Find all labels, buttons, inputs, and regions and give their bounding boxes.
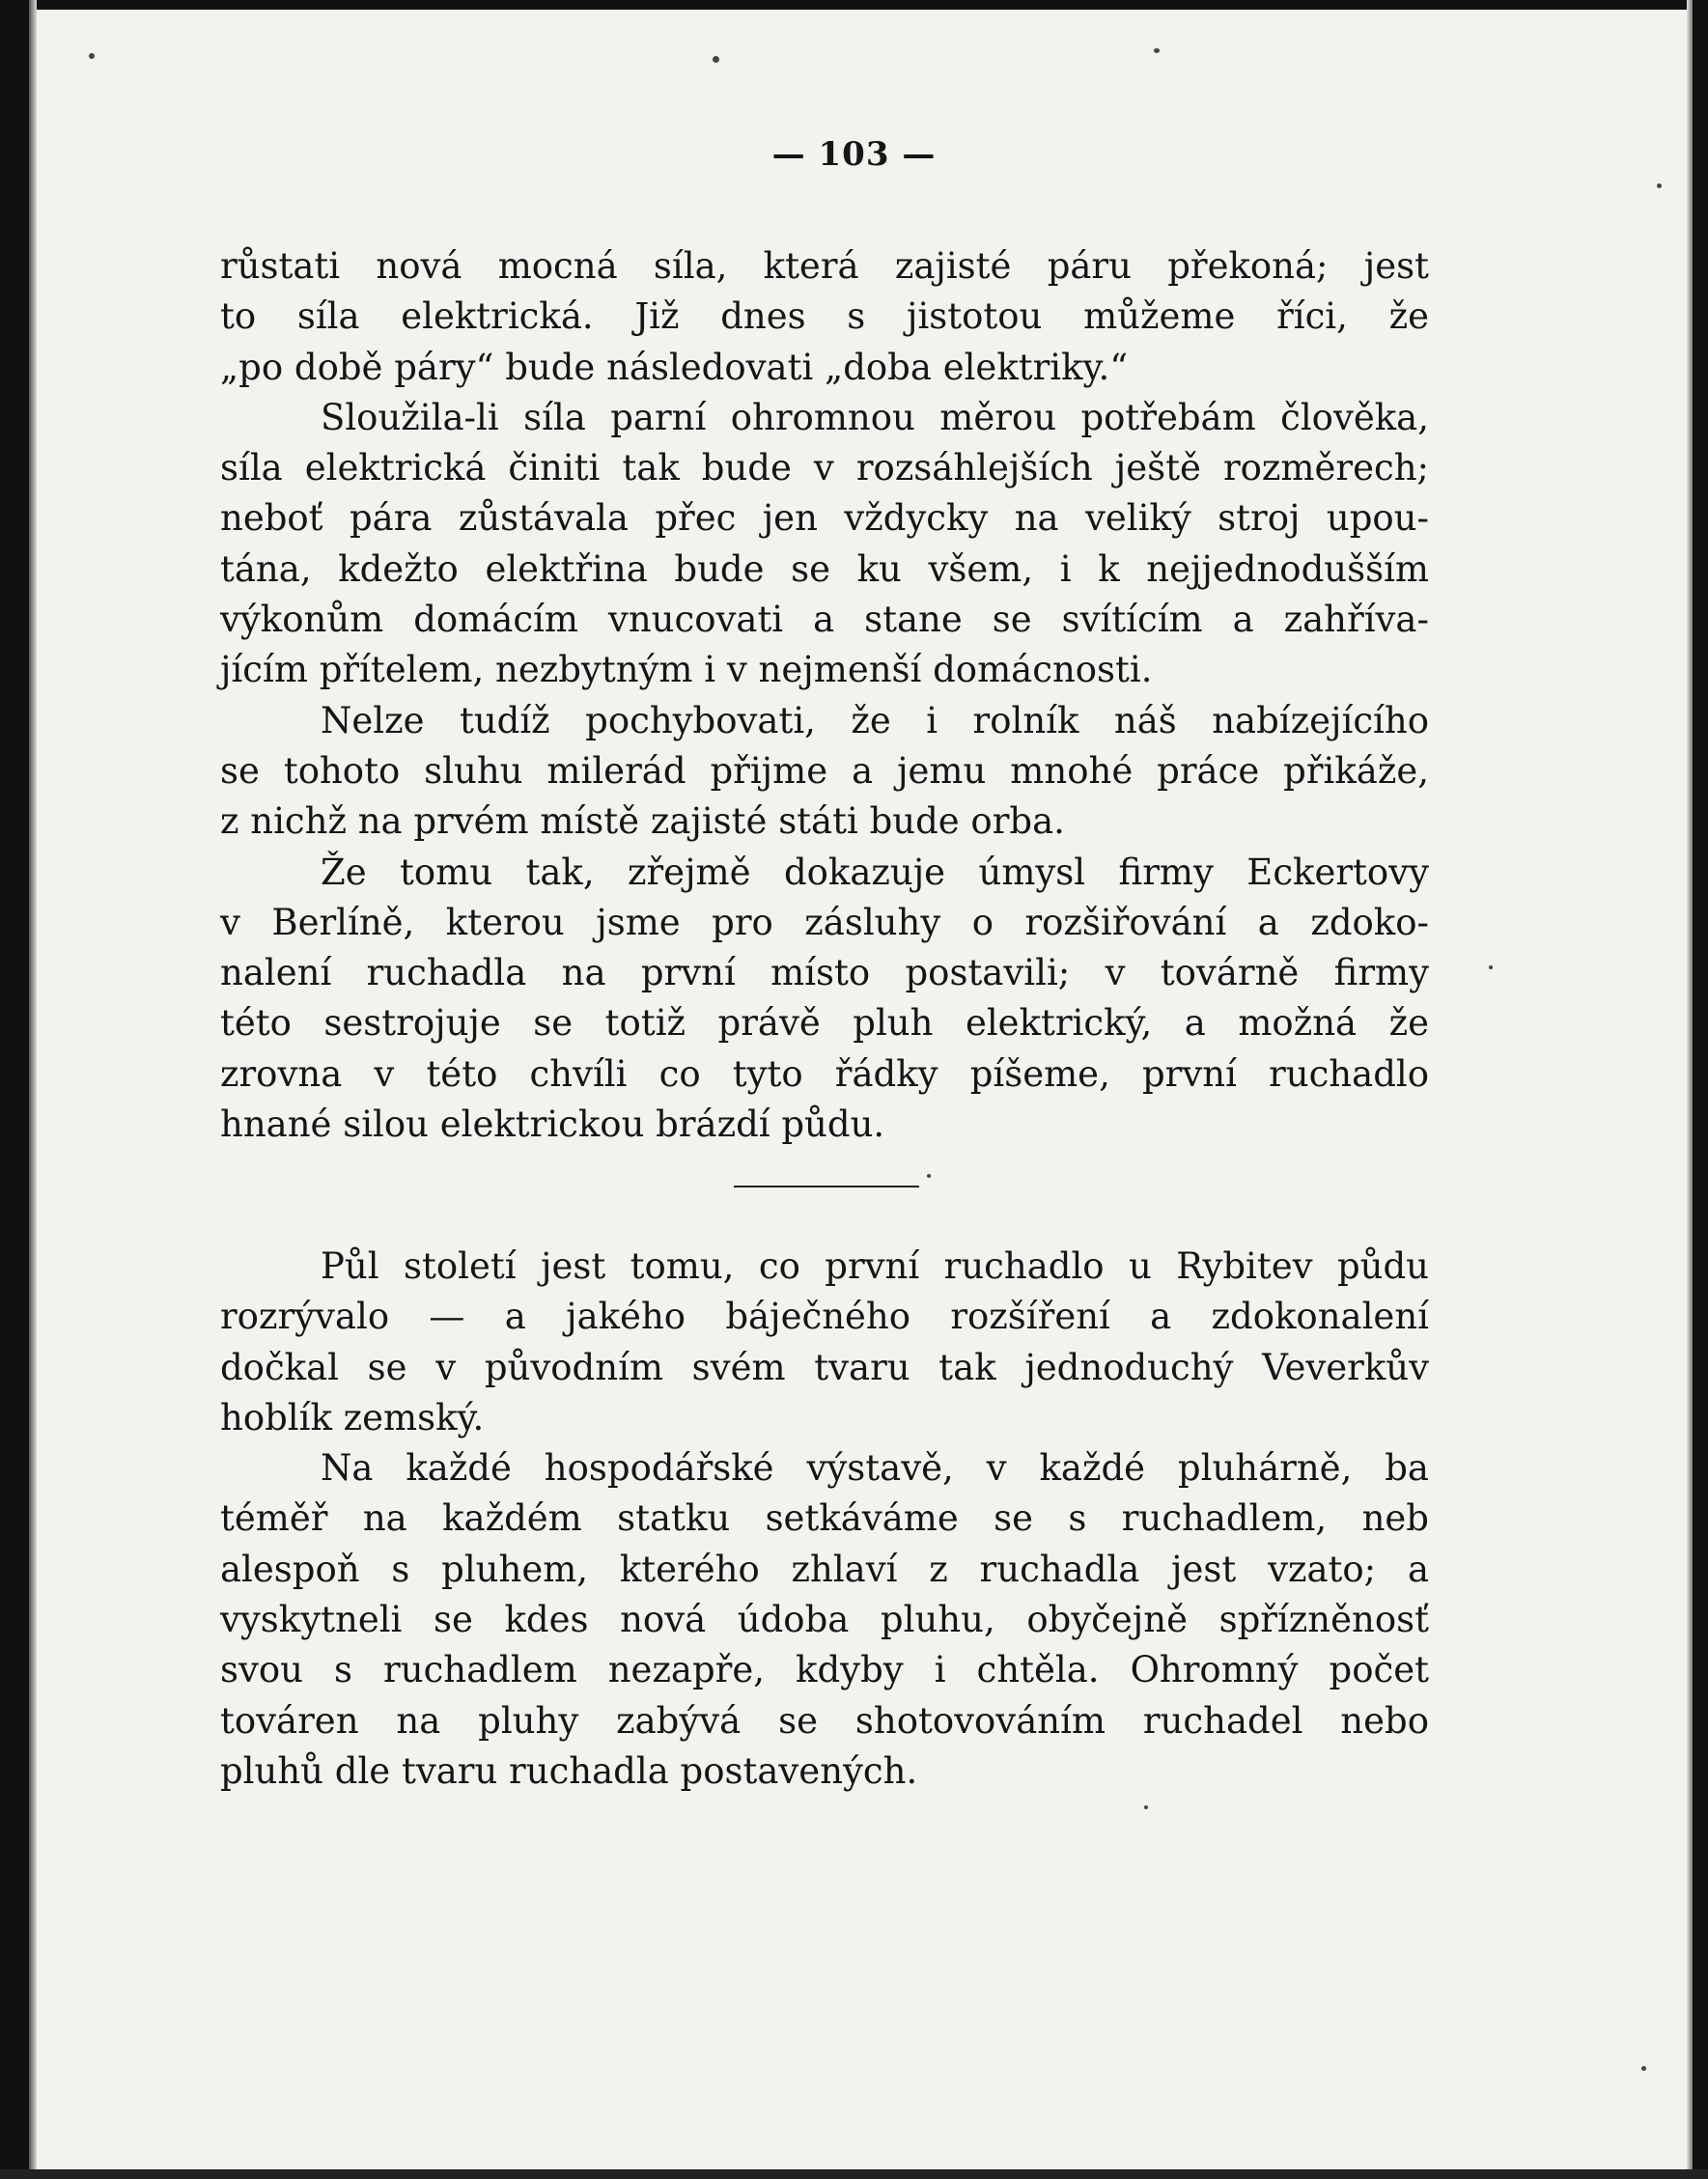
text-line: síla elektrická činiti tak bude v rozsáhlejších ještě rozměrech; bbox=[220, 447, 1429, 489]
text-line: téměř na každém statku setkáváme se s ruchadlem, neb bbox=[220, 1497, 1429, 1540]
scan-border-right bbox=[1693, 0, 1708, 2179]
section-ruchadlo-history bbox=[220, 1242, 1429, 1797]
text-line: hnané silou elektrickou brázdí půdu. bbox=[220, 1103, 885, 1146]
text-line: rozrývalo — a jakého báječného rozšíření a zdokonalení bbox=[220, 1296, 1429, 1338]
text-line: v Berlíně, kterou jsme pro zásluhy o rozšiřování a zdoko- bbox=[220, 901, 1429, 943]
text-line: Na každé hospodářské výstavě, v každé pluhárně, ba bbox=[321, 1447, 1429, 1490]
text-line: nalení ruchadla na první místo postavili; v továrně firmy bbox=[220, 952, 1429, 994]
text-line: hoblík zemský. bbox=[220, 1396, 485, 1439]
scan-speck bbox=[1489, 965, 1493, 969]
scan-binding-shadow bbox=[29, 0, 37, 2179]
scan-border-bottom bbox=[0, 2169, 1708, 2179]
text-line: této sestrojuje se totiž právě pluh elektrický, a možná že bbox=[220, 1002, 1429, 1045]
scan-speck bbox=[927, 1174, 931, 1178]
scan-speck bbox=[1657, 183, 1662, 188]
text-line: z nichž na prvém místě zajisté státi bude orba. bbox=[220, 800, 1065, 843]
text-line: tána, kdežto elektřina bude se ku všem, i k nejjednodušším bbox=[220, 547, 1429, 590]
scan-speck bbox=[1144, 1805, 1148, 1809]
text-line: továren na pluhy zabývá se shotovováním ruchadel nebo bbox=[220, 1699, 1429, 1742]
scan-speck bbox=[1641, 2066, 1646, 2071]
text-line: Sloužila-li síla parní ohromnou měrou potřebám člověka, bbox=[321, 396, 1429, 438]
page-number: — 103 — bbox=[771, 135, 937, 174]
text-line: výkonům domácím vnucovati a stane se svítícím a zahříva- bbox=[220, 599, 1429, 641]
text-line: se tohoto sluhu milerád přijme a jemu mnohé práce přikáže, bbox=[220, 749, 1429, 792]
section-divider bbox=[734, 1186, 919, 1187]
text-line: „po době páry“ bude následovati „doba elektriky.“ bbox=[220, 346, 1129, 388]
text-line: svou s ruchadlem nezapře, kdyby i chtěla. Ohromný počet bbox=[220, 1649, 1429, 1691]
text-line: vyskytneli se kdes nová údoba pluhu, obyčejně spřízněnosť bbox=[220, 1599, 1429, 1641]
scan-edge-shadow bbox=[1687, 0, 1693, 2179]
scan-speck bbox=[713, 56, 719, 63]
scan-speck bbox=[89, 53, 95, 59]
scan-speck bbox=[1154, 48, 1160, 53]
scan-border-left bbox=[0, 0, 29, 2179]
text-line: Půl století jest tomu, co první ruchadlo u Rybitev půdu bbox=[321, 1245, 1429, 1287]
text-line: zrovna v této chvíli co tyto řádky píšeme, první ruchadlo bbox=[220, 1052, 1429, 1095]
section-electric-plough bbox=[220, 241, 1429, 1150]
text-line: alespoň s pluhem, kterého zhlaví z ruchadla jest vzato; a bbox=[220, 1548, 1429, 1590]
text-line: růstati nová mocná síla, která zajisté páru překoná; jest bbox=[220, 245, 1429, 287]
text-line: neboť pára zůstávala přec jen vždycky na veliký stroj upou- bbox=[220, 497, 1429, 540]
text-line: Že tomu tak, zřejmě dokazuje úmysl firmy Eckertovy bbox=[321, 851, 1429, 893]
text-line: Nelze tudíž pochybovati, že i rolník náš nabízejícího bbox=[321, 699, 1429, 741]
text-line: jícím přítelem, nezbytným i v nejmenší domácnosti. bbox=[220, 649, 1153, 691]
text-line: dočkal se v původním svém tvaru tak jednoduchý Veverkův bbox=[220, 1346, 1429, 1388]
scan-border-top bbox=[0, 0, 1708, 10]
text-line: pluhů dle tvaru ruchadla postavených. bbox=[220, 1749, 918, 1792]
text-line: to síla elektrická. Již dnes s jistotou můžeme říci, že bbox=[220, 295, 1429, 338]
